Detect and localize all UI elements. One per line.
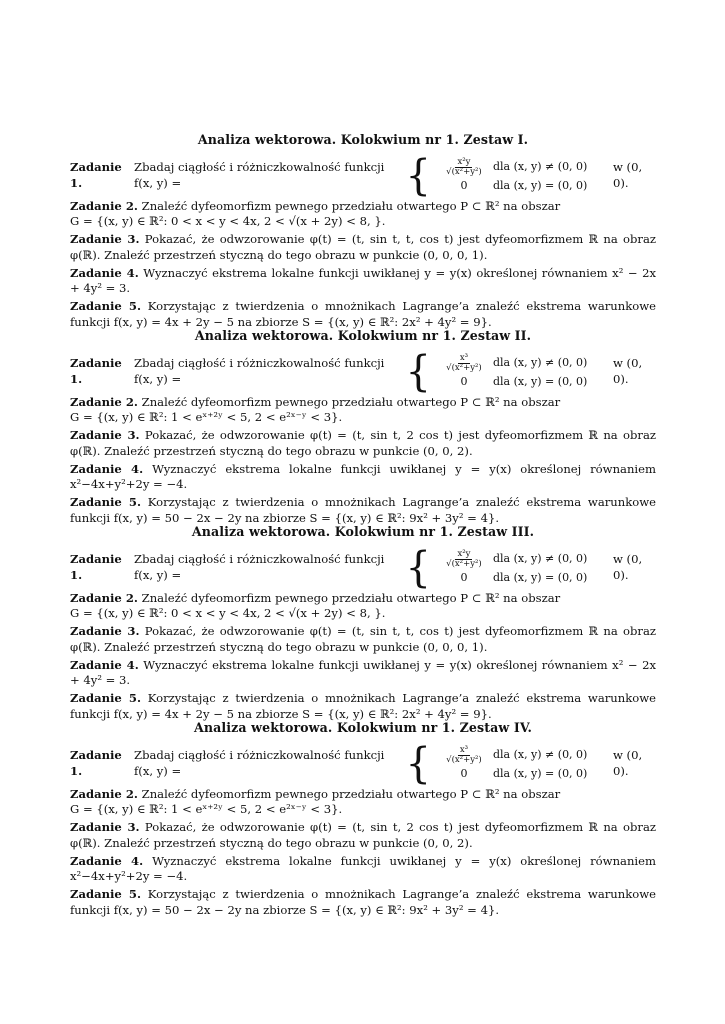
case-2-condition: dla (x, y) = (0, 0): [492, 766, 588, 780]
task-2: [70, 395, 656, 426]
task-text: Zbadaj ciągłość i różniczkowalność funkcji f(x, y) =: [134, 160, 385, 190]
task-4: [70, 462, 656, 493]
task-text: Korzystając z twierdzenia o mnożnikach Lagrange’a znaleźć ekstrema warunkowe funkcji f(x, y) = 4x + 2y − 5 na zbiorze S = {(x, y) ∈ ℝ²: 2x² + 4y² = 9}.: [70, 691, 656, 721]
set-title: Analiza wektorowa. Kolokwium nr 1. Zestaw IV.: [194, 720, 532, 735]
case-2-condition: dla (x, y) = (0, 0): [492, 570, 588, 584]
task-text: Pokazać, że odwzorowanie φ(t) = (t, sin t, 2 cos t) jest dyfeomorfizmem ℝ na obraz φ(ℝ). Znaleźć przestrzeń styczną do tego obrazu w punkcie (0, 0, 2).: [70, 820, 656, 850]
task-4: [70, 854, 656, 885]
task-text: Wyznaczyć ekstrema lokalne funkcji uwikłanej y = y(x) określonej równaniem x² − 2x + 4y² = 3.: [70, 265, 657, 296]
fraction-denominator: √(x²+y²): [446, 362, 482, 373]
task-label: Zadanie 4.: [70, 461, 144, 476]
fraction-numerator: x²y: [457, 156, 471, 167]
task-1: [70, 739, 656, 788]
task-label: Zadanie 1.: [70, 748, 122, 778]
task-text: Znaleźć dyfeomorfizm pewnego przedziału otwartego P ⊂ ℝ² na obszar: [141, 590, 561, 605]
task-label: Zadanie 3.: [70, 624, 140, 639]
case-2-value: 0: [460, 570, 468, 584]
task-label: Zadanie 5.: [70, 495, 141, 510]
task-label: Zadanie 5.: [70, 691, 141, 706]
task-label: Zadanie 4.: [70, 853, 144, 868]
piecewise-cases: [435, 354, 601, 389]
task-text-2: G = {(x, y) ∈ ℝ²: 1 < eˣ⁺²ʸ < 5, 2 < e²ˣ⁻ʸ < 3}.: [70, 801, 343, 816]
task-text: Wyznaczyć ekstrema lokalne funkcji uwikłanej y = y(x) określonej równaniem x²−4x+y²+2y = −4.: [70, 461, 656, 492]
case-2-condition: dla (x, y) = (0, 0): [492, 374, 588, 388]
fraction-numerator: x³: [459, 744, 469, 755]
task-tail: w (0, 0).: [612, 356, 643, 386]
task-text-2: G = {(x, y) ∈ ℝ²: 0 < x < y < 4x, 2 < √(x + 2y) < 8, }.: [70, 605, 386, 620]
case-1-condition: dla (x, y) ≠ (0, 0): [492, 748, 588, 762]
set-title: Analiza wektorowa. Kolokwium nr 1. Zestaw I.: [197, 132, 529, 147]
case-2-value: 0: [460, 766, 468, 780]
task-text: Zbadaj ciągłość i różniczkowalność funkcji f(x, y) =: [134, 748, 385, 778]
task-5: [70, 495, 656, 526]
task-3: [70, 428, 656, 459]
task-label: Zadanie 2.: [70, 786, 138, 801]
task-text: Znaleźć dyfeomorfizm pewnego przedziału otwartego P ⊂ ℝ² na obszar: [141, 786, 561, 801]
case-1-condition: dla (x, y) ≠ (0, 0): [492, 552, 588, 566]
task-label: Zadanie 1.: [70, 356, 122, 386]
task-3: [70, 624, 656, 655]
task-text: Znaleźć dyfeomorfizm pewnego przedziału otwartego P ⊂ ℝ² na obszar: [141, 198, 561, 213]
document-page: [70, 132, 656, 916]
task-text: Wyznaczyć ekstrema lokalne funkcji uwikłanej y = y(x) określonej równaniem x² − 2x + 4y² = 3.: [70, 657, 657, 688]
case-2-condition: dla (x, y) = (0, 0): [492, 178, 588, 192]
left-brace-glyph: {: [405, 151, 431, 200]
task-label: Zadanie 2.: [70, 394, 138, 409]
fraction: [435, 354, 493, 373]
task-3: [70, 820, 656, 851]
task-5: [70, 691, 656, 722]
task-label: Zadanie 3.: [70, 428, 140, 443]
left-brace-glyph: {: [405, 347, 431, 396]
exam-set-2: [70, 328, 656, 524]
left-brace-glyph: {: [405, 739, 431, 788]
task-text: Pokazać, że odwzorowanie φ(t) = (t, sin t, t, cos t) jest dyfeomorfizmem ℝ na obraz φ(ℝ). Znaleźć przestrzeń styczną do tego obrazu w punkcie (0, 0, 0, 1).: [70, 232, 656, 262]
task-label: Zadanie 2.: [70, 590, 138, 605]
task-tail: w (0, 0).: [612, 552, 643, 582]
task-4: [70, 658, 656, 689]
task-text: Korzystając z twierdzenia o mnożnikach Lagrange’a znaleźć ekstrema warunkowe funkcji f(x, y) = 50 − 2x − 2y na zbiorze S = {(x, y) ∈ ℝ²: 9x² + 3y² = 4}.: [70, 495, 656, 525]
case-1-condition: dla (x, y) ≠ (0, 0): [492, 356, 588, 370]
case-2-value: 0: [460, 178, 468, 192]
task-text: Korzystając z twierdzenia o mnożnikach Lagrange’a znaleźć ekstrema warunkowe funkcji f(x, y) = 4x + 2y − 5 na zbiorze S = {(x, y) ∈ ℝ²: 2x² + 4y² = 9}.: [70, 299, 656, 329]
fraction-denominator: √(x²+y²): [446, 166, 482, 177]
task-text: Pokazać, że odwzorowanie φ(t) = (t, sin t, t, cos t) jest dyfeomorfizmem ℝ na obraz φ(ℝ). Znaleźć przestrzeń styczną do tego obrazu w punkcie (0, 0, 0, 1).: [70, 624, 656, 654]
task-2: [70, 787, 656, 818]
fraction: [435, 550, 493, 569]
task-tail: w (0, 0).: [612, 748, 643, 778]
case-2-value: 0: [460, 374, 468, 388]
task-text: Znaleźć dyfeomorfizm pewnego przedziału otwartego P ⊂ ℝ² na obszar: [141, 394, 561, 409]
task-text: Pokazać, że odwzorowanie φ(t) = (t, sin t, 2 cos t) jest dyfeomorfizmem ℝ na obraz φ(ℝ). Znaleźć przestrzeń styczną do tego obrazu w punkcie (0, 0, 2).: [70, 428, 656, 458]
piecewise-cases: [435, 550, 601, 585]
task-label: Zadanie 3.: [70, 820, 140, 835]
task-label: Zadanie 4.: [70, 657, 139, 672]
task-label: Zadanie 1.: [70, 552, 122, 582]
task-3: [70, 232, 656, 263]
task-1: [70, 543, 656, 592]
fraction: [435, 746, 493, 765]
left-brace-glyph: {: [405, 543, 431, 592]
fraction-denominator: √(x²+y²): [446, 558, 482, 569]
exam-set-4: [70, 720, 656, 916]
task-label: Zadanie 3.: [70, 232, 140, 247]
task-text-2: G = {(x, y) ∈ ℝ²: 0 < x < y < 4x, 2 < √(x + 2y) < 8, }.: [70, 213, 386, 228]
fraction: [435, 158, 493, 177]
task-text: Korzystając z twierdzenia o mnożnikach Lagrange’a znaleźć ekstrema warunkowe funkcji f(x, y) = 50 − 2x − 2y na zbiorze S = {(x, y) ∈ ℝ²: 9x² + 3y² = 4}.: [70, 887, 656, 917]
task-label: Zadanie 5.: [70, 299, 141, 314]
task-text: Wyznaczyć ekstrema lokalne funkcji uwikłanej y = y(x) określonej równaniem x²−4x+y²+2y = −4.: [70, 853, 656, 884]
set-title: Analiza wektorowa. Kolokwium nr 1. Zestaw II.: [194, 328, 532, 343]
fraction-numerator: x²y: [457, 548, 471, 559]
task-label: Zadanie 4.: [70, 265, 139, 280]
task-4: [70, 266, 656, 297]
task-2: [70, 199, 656, 230]
piecewise-cases: [435, 746, 601, 781]
exam-set-3: [70, 524, 656, 720]
piecewise-cases: [435, 158, 601, 193]
fraction-numerator: x³: [459, 352, 469, 363]
case-1-condition: dla (x, y) ≠ (0, 0): [492, 160, 588, 174]
task-5: [70, 299, 656, 330]
task-tail: w (0, 0).: [612, 160, 643, 190]
task-1: [70, 347, 656, 396]
task-label: Zadanie 1.: [70, 160, 122, 190]
task-5: [70, 887, 656, 918]
task-label: Zadanie 5.: [70, 887, 141, 902]
set-title: Analiza wektorowa. Kolokwium nr 1. Zestaw III.: [191, 524, 535, 539]
task-label: Zadanie 2.: [70, 198, 138, 213]
task-text-2: G = {(x, y) ∈ ℝ²: 1 < eˣ⁺²ʸ < 5, 2 < e²ˣ⁻ʸ < 3}.: [70, 409, 343, 424]
task-text: Zbadaj ciągłość i różniczkowalność funkcji f(x, y) =: [134, 356, 385, 386]
task-text: Zbadaj ciągłość i różniczkowalność funkcji f(x, y) =: [134, 552, 385, 582]
task-1: [70, 151, 656, 200]
exam-set-1: [70, 132, 656, 328]
task-2: [70, 591, 656, 622]
fraction-denominator: √(x²+y²): [446, 754, 482, 765]
